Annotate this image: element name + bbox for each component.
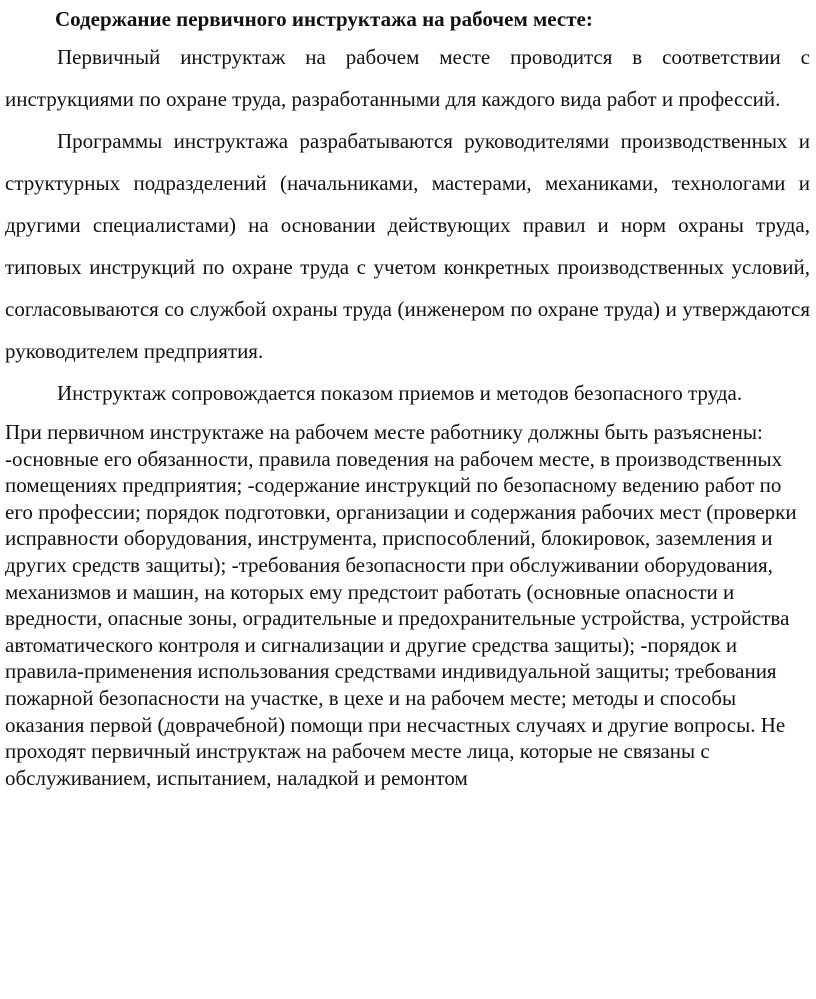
paragraph-primary-instruction: Первичный инструктаж на рабочем месте проводится в соответствии с инструкциями по охране труда, разработанными для каждого вида работ и профессий. [5, 45, 810, 111]
paragraph-instruction-programs: Программы инструктажа разрабатываются руководителями производственных и структурных подразделений (начальниками, мастерами, механиками, технологами и другими специалистами) на основании действующих правил и норм охраны труда, типовых инструкций по охране труда с учетом конкретных производственных условий, согласовываются со службой охраны труда (инженером по охране труда) и утверждаются руководителем предприятия. [5, 129, 810, 363]
paragraph-demonstration: Инструктаж сопровождается показом приемов и методов безопасного труда. [57, 381, 743, 405]
paragraph-explanation-list: При первичном инструктаже на рабочем месте работнику должны быть разъяснены: -основные его обязанности, правила поведения на рабочем месте, в производственных помещениях предприятия; -содержание инструкций по безопасному ведению работ по его профессии; порядок подготовки, организации и содержания рабочих мест (проверки исправности оборудования, инструмента, приспособлений, блокировок, заземления и других средств защиты); -требования безопасности при обслуживании оборудования, механизмов и машин, на которых ему предстоит работать (основные опасности и вредности, опасные зоны, оградительные и предохранительные устройства, устройства автоматического контроля и сигнализации и другие средства защиты); -порядок и правила-применения использования средствами индивидуальной защиты; требования пожарной безопасности на участке, в цехе и на рабочем месте; методы и способы оказания первой (доврачебной) помощи при несчастных случаях и другие вопросы. Не проходят первичный инструктаж на рабочем месте лица, которые не связаны с обслуживанием, испытанием, наладкой и ремонтом [5, 420, 797, 790]
document-heading: Содержание первичного инструктажа на рабочем месте: [55, 7, 593, 31]
